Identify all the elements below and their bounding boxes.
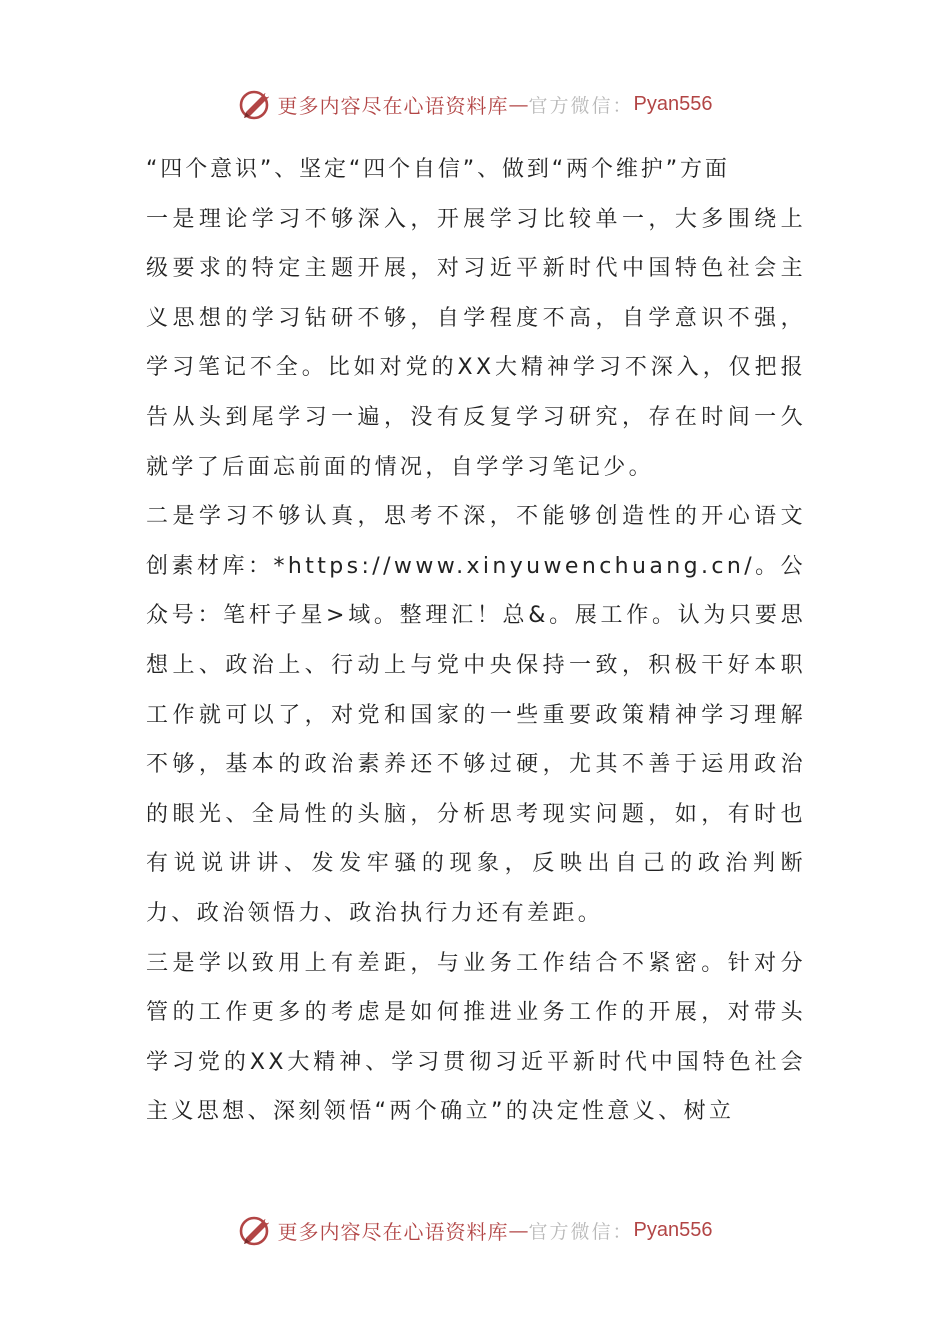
wechat-id: Pyan556 (633, 92, 713, 115)
paragraph-3: 三是学以致用上有差距，与业务工作结合不紧密。针对分管的工作更多的考虑是如何推进业务工作的开展，对带头学习党的XX大精神、学习贯彻习近平新时代中国特色社会主义思想、深刻领悟“两个确立”的决定性意义、树立 (146, 950, 806, 1125)
brand-name: 更多内容尽在心语资料库 (277, 93, 509, 118)
paragraph-1: 一是理论学习不够深入，开展学习比较单一，大多围绕上级要求的特定主题开展，对习近平新时代中国特色社会主义思想的学习钻研不够，自学程度不高，自学意识不强，学习笔记不全。比如对党的XX大精神学习不深入，仅把报告从头到尾学习一遍，没有反复学习研究，存在时间一久就学了后面忘前面的情况，自学学习笔记少。 (146, 206, 806, 480)
banner-separator: — (508, 92, 529, 116)
header-watermark-banner (0, 84, 950, 124)
wechat-id: Pyan556 (633, 1218, 713, 1241)
paragraph-heading: “四个意识”、坚定“四个自信”、做到“两个维护”方面 (146, 157, 730, 182)
brand-name: 更多内容尽在心语资料库 (277, 1219, 509, 1244)
banner-separator: — (508, 1218, 529, 1242)
wechat-label: 官方微信： (528, 1220, 634, 1243)
pen-logo-icon (238, 1212, 274, 1248)
paragraph-2: 二是学习不够认真，思考不深，不能够创造性的开心语文创素材库：*https://www.xinyuwenchuang.cn/。公众号：笔杆子星>域。整理汇！总&。展工作。认为只要思想上、政治上、行动上与党中央保持一致，积极干好本职工作就可以了，对党和国家的一些重要政策精神学习理解不够，基本的政治素养还不够过硬，尤其不善于运用政治的眼光、全局性的头脑，分析思考现实问题，如，有时也有说说讲讲、发发牢骚的现象，反映出自己的政治判断力、政治领悟力、政治执行力还有差距。 (146, 504, 806, 926)
pen-logo-icon (238, 86, 274, 122)
footer-watermark-banner (0, 1210, 950, 1250)
document-body (146, 145, 806, 1137)
wechat-label: 官方微信： (528, 94, 634, 117)
